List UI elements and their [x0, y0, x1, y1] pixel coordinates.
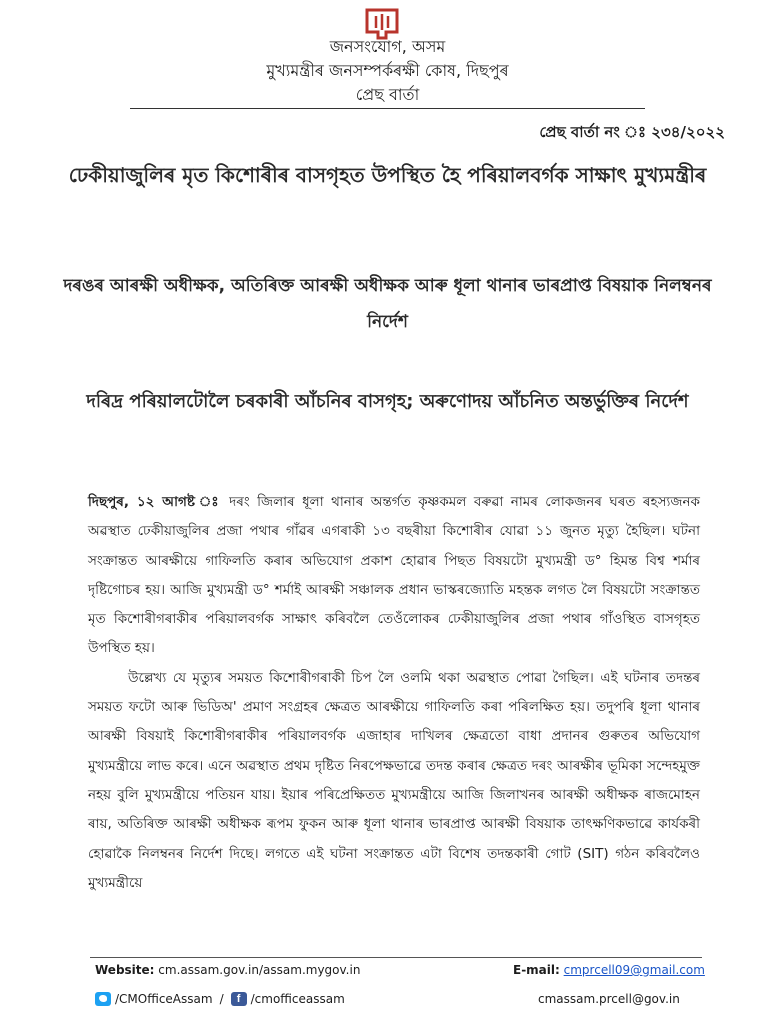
email-link[interactable]: cmprcell09@gmail.com	[563, 963, 705, 977]
article-body	[88, 488, 700, 898]
twitter-icon[interactable]	[95, 992, 111, 1006]
sub-headline-1: দৰঙৰ আৰক্ষী অধীক্ষক, অতিৰিক্ত আৰক্ষী অধীক্ষক আৰু ধূলা থানাৰ ভাৰপ্ৰাপ্ত বিষয়াক নিলম্বনৰ নিৰ্দেশ	[63, 276, 712, 332]
paragraph-2: উল্লেখ্য যে মৃত্যুৰ সময়ত কিশোৰীগৰাকী চিপ লৈ ওলমি থকা অৱস্থাত পোৱা গৈছিল। এই ঘটনাৰ তদন্তৰ সময়ত ফটো আৰু ভিডিঅ' প্ৰমাণ সংগ্ৰহৰ ক্ষেত্ৰত আৰক্ষীয়ে গাফিলতি কৰা পৰিলক্ষিত হয়। তদুপৰি ধূলা থানাৰ আৰক্ষী বিষয়াই কিশোৰীগৰাকীৰ পৰিয়ালবৰ্গক এজাহাৰ দাখিলৰ ক্ষেত্ৰতো বাধা প্ৰদানৰ গুৰুতৰ অভিযোগ মুখ্যমন্ত্ৰীয়ে লাভ কৰে। এনে অৱস্থাত প্ৰথম দৃষ্টিত নিৰপেক্ষভাৱে তদন্ত কৰাৰ ক্ষেত্ৰত দৰং আৰক্ষীৰ ভূমিকা সন্দেহমুক্ত নহয় বুলি মুখ্যমন্ত্ৰীয়ে পতিয়ন যায়। ইয়াৰ পৰিপ্ৰেক্ষিতত মুখ্যমন্ত্ৰীয়ে আজি জিলাখনৰ আৰক্ষী অধীক্ষক ৰাজমোহন ৰায়, অতিৰিক্ত আৰক্ষী অধীক্ষক ৰূপম ফুকন আৰু ধূলা থানাৰ ভাৰপ্ৰাপ্ত আৰক্ষী বিষয়াক তাৎক্ষণিকভাৱে কাৰ্যকৰী হোৱাকৈ নিলম্বনৰ নিৰ্দেশ দিছে। লগতে এই ঘটনা সংক্ৰান্তত এটা বিশেষ তদন্তকাৰী গোট (SIT) গঠন কৰিবলৈও মুখ্যমন্ত্ৰীয়ে	[88, 669, 700, 891]
website-link[interactable]: cm.assam.gov.in/assam.mygov.in	[158, 963, 361, 977]
footer-rule	[90, 957, 702, 958]
email-label: E-mail:	[513, 963, 560, 977]
header-rule	[130, 108, 645, 109]
twitter-handle[interactable]: /CMOfficeAssam	[115, 992, 213, 1006]
facebook-handle[interactable]: /cmofficeassam	[250, 992, 345, 1006]
footer-website	[95, 962, 360, 978]
release-number: প্ৰেছ বাৰ্তা নং ঃ ২৩৪/২০২২	[539, 123, 725, 141]
office-name: মুখ্যমন্ত্ৰীৰ জনসম্পৰ্কৰক্ষী কোষ, দিছপুৰ	[266, 61, 509, 80]
paragraph-1-text: দৰং জিলাৰ ধূলা থানাৰ অন্তৰ্গত কৃষ্ণকমল বৰুৱা নামৰ লোকজনৰ ঘৰত ৰহস্যজনক অৱস্থাত ঢেকীয়াজুলিৰ প্ৰজা পথাৰ গাঁৱৰ এগৰাকী ১৩ বছৰীয়া কিশোৰীৰ যোৱা ১১ জুনত মৃত্যু হৈছিল। ঘটনা সংক্ৰান্তত আৰক্ষীয়ে গাফিলতি কৰাৰ অভিযোগ প্ৰকাশ হোৱাৰ পিছত বিষয়টো মুখ্যমন্ত্ৰী ড° হিমন্ত বিশ্ব শৰ্মাৰ দৃষ্টিগোচৰ হয়। আজি মুখ্যমন্ত্ৰী ড° শৰ্মাই আৰক্ষী সঞ্চালক প্ৰধান ভাস্কৰজ্যোতি মহন্তক লগত লৈ বিষয়টো সংক্ৰান্তত মৃত কিশোৰীগৰাকীৰ পৰিয়ালবৰ্গক সাক্ষাৎ কৰিবলৈ তেওঁলোকৰ ঢেকীয়াজুলিৰ প্ৰজা পথাৰ গাঁওস্থিত বাসগৃহত উপস্থিত হয়।	[88, 494, 700, 657]
paragraph-1	[88, 488, 700, 664]
main-headline: ঢেকীয়াজুলিৰ মৃত কিশোৰীৰ বাসগৃহত উপস্থিত হৈ পৰিয়ালবৰ্গক সাক্ষাৎ মুখ্যমন্ত্ৰীৰ	[68, 163, 707, 187]
footer-social	[95, 991, 345, 1007]
website-label: Website:	[95, 963, 155, 977]
dateline: দিছপুৰ, ১২ আগষ্ট ঃ	[88, 494, 222, 510]
facebook-icon[interactable]: f	[231, 992, 247, 1006]
footer-email	[513, 962, 705, 978]
org-name: জনসংযোগ, অসম	[329, 37, 446, 56]
social-separator: /	[219, 992, 224, 1006]
document-type: প্ৰেছ বাৰ্তা	[355, 85, 420, 104]
footer-email-secondary[interactable]: cmassam.prcell@gov.in	[538, 992, 680, 1006]
sub-headline-2: দৰিদ্ৰ পৰিয়ালটোলৈ চৰকাৰী আঁচনিৰ বাসগৃহ; অৰুণোদয় আঁচনিত অন্তৰ্ভুক্তিৰ নিৰ্দেশ	[86, 391, 689, 412]
